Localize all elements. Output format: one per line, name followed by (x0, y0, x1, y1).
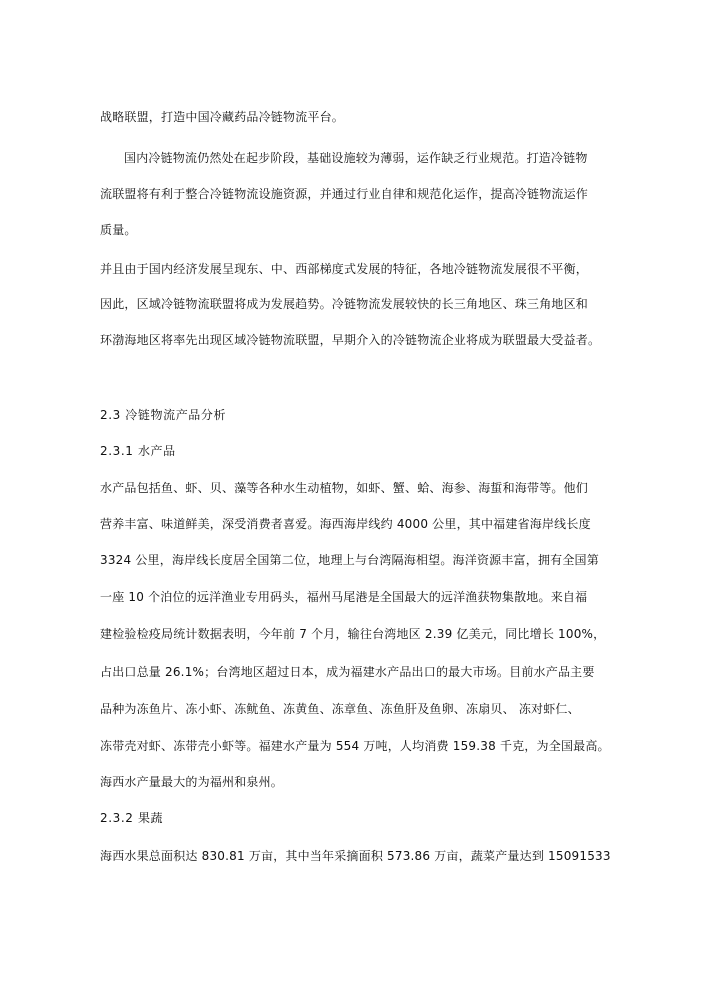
paragraph-line: 营养丰富、味道鲜美，深受消费者喜爱。海西海岸线约 4000 公里，其中福建省海岸线长度 (100, 517, 591, 531)
paragraph-line: 质量。 (100, 223, 137, 237)
paragraph-line: 并且由于国内经济发展呈现东、中、西部梯度式发展的特征，各地冷链物流发展很不平衡， (100, 262, 589, 276)
section-heading: 2.3.2 果蔬 (100, 811, 164, 825)
paragraph-line: 建检验检疫局统计数据表明，今年前 7 个月，输往台湾地区 2.39 亿美元，同比增长 100%， (100, 627, 606, 641)
paragraph-line: 品种为冻鱼片、冻小虾、冻鱿鱼、冻黄鱼、冻章鱼、冻鱼肝及鱼卵、冻扇贝、 冻对虾仁、 (100, 702, 580, 716)
section-heading: 2.3 冷链物流产品分析 (100, 408, 227, 422)
paragraph-line: 流联盟将有利于整合冷链物流设施资源，并通过行业自律和规范化运作，提高冷链物流运作 (100, 187, 589, 201)
section-heading: 2.3.1 水产品 (100, 444, 176, 458)
paragraph-line: 水产品包括鱼、虾、贝、藻等各种水生动植物，如虾、蟹、蛤、海参、海蜇和海带等。他们 (100, 481, 589, 495)
paragraph-line: 冻带壳对虾、冻带壳小虾等。福建水产量为 554 万吨，人均消费 159.38 千克，为全国最高。 (100, 739, 610, 753)
paragraph-line: 国内冷链物流仍然处在起步阶段，基础设施较为薄弱，运作缺乏行业规范。打造冷链物 (124, 151, 588, 165)
paragraph-line: 海西水果总面积达 830.81 万亩，其中当年采摘面积 573.86 万亩，蔬菜产量达到 15091533 (100, 849, 611, 863)
paragraph-line: 3324 公里，海岸线长度居全国第二位，地理上与台湾隔海相望。海洋资源丰富，拥有全国第 (100, 553, 599, 567)
paragraph-line: 占出口总量 26.1%；台湾地区超过日本，成为福建水产品出口的最大市场。目前水产品主要 (100, 665, 595, 679)
paragraph-line: 战略联盟，打造中国冷藏药品冷链物流平台。 (100, 110, 345, 124)
paragraph-line: 环渤海地区将率先出现区域冷链物流联盟，早期介入的冷链物流企业将成为联盟最大受益者。 (100, 333, 601, 347)
paragraph-line: 因此，区域冷链物流联盟将成为发展趋势。冷链物流发展较快的长三角地区、珠三角地区和 (100, 297, 589, 311)
paragraph-line: 一座 10 个泊位的远洋渔业专用码头，福州马尾港是全国最大的远洋渔获物集散地。来自福 (100, 590, 588, 604)
paragraph-line: 海西水产量最大的为福州和泉州。 (100, 775, 284, 789)
